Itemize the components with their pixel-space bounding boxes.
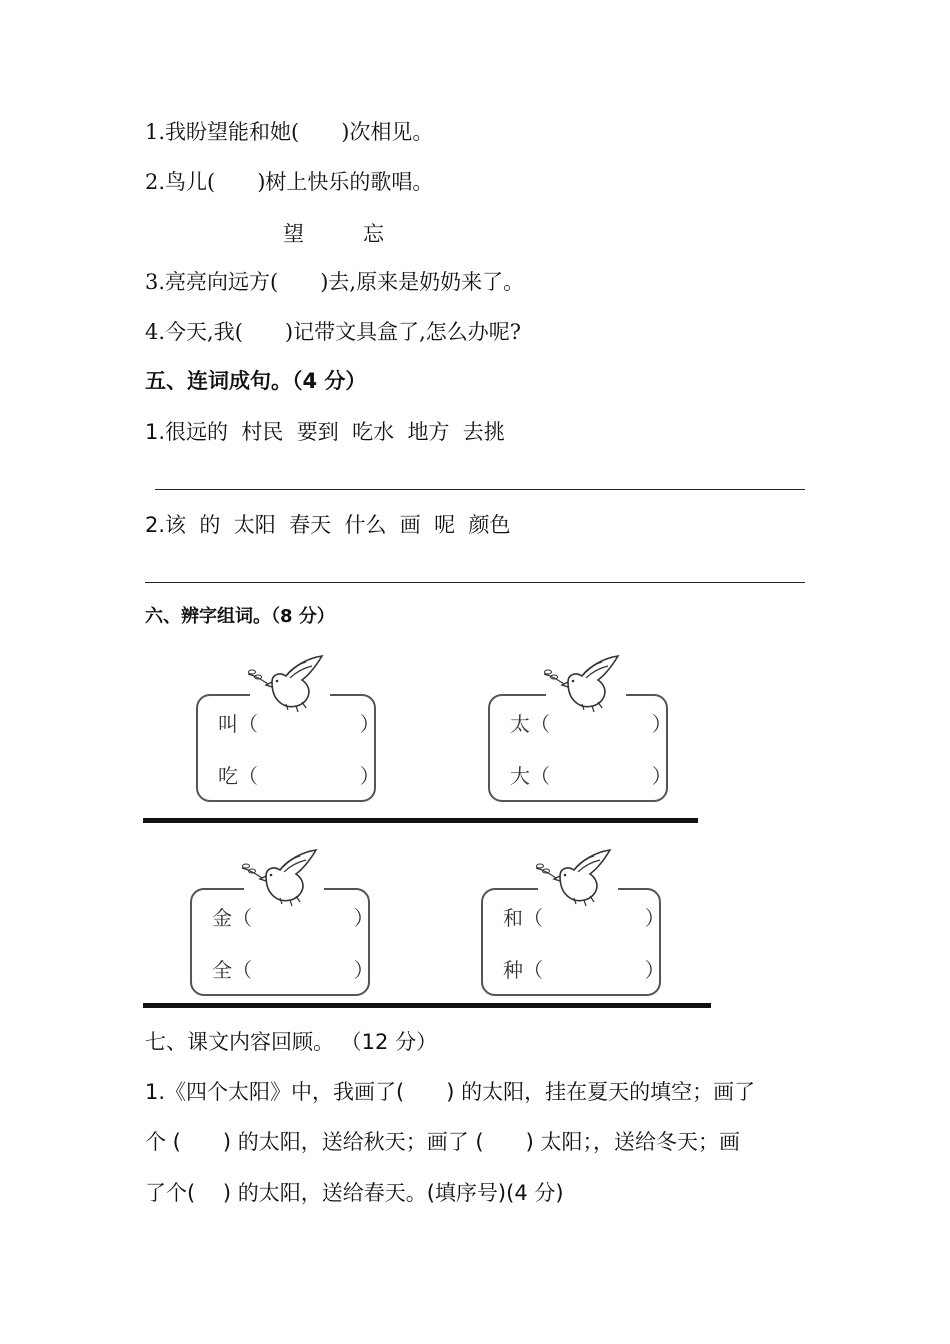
section-5-title: 五、连词成句。（4 分） xyxy=(145,369,367,393)
word-card-row[interactable]: 吃（ ） xyxy=(218,764,380,788)
review-line-2: 个 ( ) 的太阳，送给秋天；画了 ( ) 太阳；，送给冬天；画 xyxy=(145,1130,740,1154)
word-card-row[interactable]: 种（ ） xyxy=(503,958,665,982)
word-card-row[interactable]: 金（ ） xyxy=(212,906,374,930)
item-2: 2.鸟儿( )树上快乐的歌唱。 xyxy=(145,170,434,194)
word-choice-wang-forget: 忘 xyxy=(363,222,384,246)
review-line-3: 了个( ) 的太阳，送给春天。(填序号)(4 分) xyxy=(145,1181,564,1205)
sentence-q1: 1.很远的 村民 要到 吃水 地方 去挑 xyxy=(145,420,505,444)
section-6-title: 六、辨字组词。（8 分） xyxy=(145,606,335,627)
answer-line-1[interactable] xyxy=(155,489,805,490)
section-divider xyxy=(143,818,698,823)
word-choice-wang: 望 xyxy=(283,222,304,246)
word-card-row[interactable]: 太（ ） xyxy=(510,712,672,736)
dove-with-olive-branch-icon xyxy=(242,652,332,714)
word-card-row[interactable]: 和（ ） xyxy=(503,906,665,930)
section-divider xyxy=(143,1003,711,1008)
item-4: 4.今天,我( )记带文具盒了,怎么办呢? xyxy=(145,320,522,344)
answer-line-2[interactable] xyxy=(145,582,805,583)
item-1: 1.我盼望能和她( )次相见。 xyxy=(145,120,434,144)
item-3: 3.亮亮向远方( )去,原来是奶奶来了。 xyxy=(145,270,525,294)
sentence-q2: 2.该 的 太阳 春天 什么 画 呢 颜色 xyxy=(145,513,511,537)
section-7-title: 七、课文内容回顾。 （12 分） xyxy=(145,1030,438,1054)
word-card-row[interactable]: 全（ ） xyxy=(212,958,374,982)
dove-with-olive-branch-icon xyxy=(538,652,628,714)
review-line-1: 1.《四个太阳》中，我画了( ) 的太阳，挂在夏天的填空；画了 xyxy=(145,1080,756,1104)
word-card-row[interactable]: 大（ ） xyxy=(510,764,672,788)
word-card-row[interactable]: 叫（ ） xyxy=(218,712,380,736)
dove-with-olive-branch-icon xyxy=(530,846,620,908)
dove-with-olive-branch-icon xyxy=(236,846,326,908)
